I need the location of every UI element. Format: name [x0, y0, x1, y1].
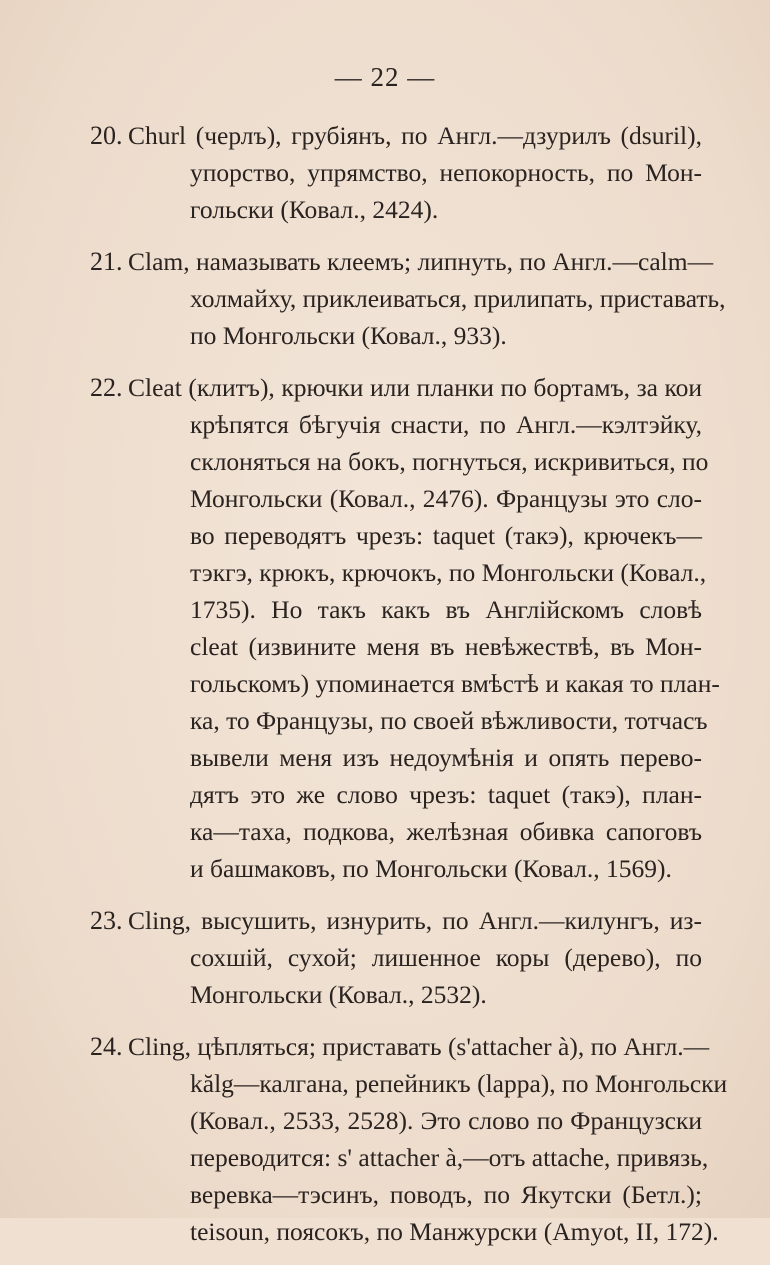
- entry-line: Clam, намазывать клеемъ; липнуть, по Англ.—calm—: [128, 247, 714, 276]
- entry-line: teisoun, поясокъ, по Манжурски (Amyot, II, 172).: [190, 1217, 719, 1246]
- entry-line: и башмаковъ, по Монгольски (Ковал., 1569).: [190, 854, 672, 883]
- entry-line: Cleat (клитъ), крючки или планки по бортамъ, за кои: [128, 373, 702, 402]
- entry-line: Cling, цѣпляться; приставать (s'attacher à), по Англ.—: [128, 1032, 710, 1061]
- entry-number: 21.: [90, 247, 123, 276]
- entry-number: 24.: [90, 1032, 123, 1061]
- entry-20: [0, 117, 770, 228]
- entry-line: тэкгэ, крюкъ, крючокъ, по Монгольски (Ковал.,: [190, 558, 707, 587]
- entry-24: [0, 1028, 770, 1250]
- entry-22: [0, 369, 770, 887]
- entry-text: [128, 902, 702, 1013]
- entry-line: по Монгольски (Ковал., 933).: [190, 321, 507, 350]
- entry-line: веревка—тэсинъ, поводъ, по Якутски (Бетл.);: [190, 1180, 702, 1209]
- entry-line: ка—таха, подкова, желѣзная обивка сапоговъ: [190, 817, 702, 846]
- entry-line: склоняться на бокъ, погнуться, искривиться, по: [190, 447, 709, 476]
- entry-line: крѣпятся бѣгучія снасти, по Англ.—кэлтэйку,: [190, 410, 702, 439]
- entry-21: [0, 243, 770, 354]
- entry-line: (Ковал., 2533, 2528). Это слово по Французски: [190, 1106, 702, 1135]
- entry-number: 23.: [90, 906, 123, 935]
- entry-line: cleat (извините меня въ невѣжествѣ, въ Мон-: [190, 632, 702, 661]
- entry-text: [128, 117, 702, 228]
- entry-number: 22.: [90, 373, 123, 402]
- entry-line: 1735). Но такъ какъ въ Англійскомъ словѣ: [190, 595, 702, 624]
- entry-line: во переводятъ чрезъ: taquet (такэ), крючекъ—: [190, 521, 702, 550]
- entry-line: Churl (черлъ), грубіянъ, по Англ.—дзурилъ (dsuril),: [128, 121, 702, 150]
- entry-line: сохшій, сухой; лишенное коры (дерево), по: [190, 943, 702, 972]
- entry-line: упорство, упрямство, непокорность, по Мон-: [190, 158, 702, 187]
- entry-line: гольски (Ковал., 2424).: [190, 195, 439, 224]
- entry-number: 20.: [90, 121, 123, 150]
- entry-line: переводится: s' attacher à,—отъ attache, привязь,: [190, 1143, 709, 1172]
- entry-line: дятъ это же слово чрезъ: taquet (такэ), план-: [190, 780, 702, 809]
- dictionary-entries: [0, 117, 770, 1265]
- entry-text: [128, 369, 720, 887]
- entry-line: холмайху, приклеиваться, прилипать, приставать,: [190, 284, 726, 313]
- entry-23: [0, 902, 770, 1013]
- page-number: — 22 —: [334, 62, 436, 92]
- entry-line: ка, то Французы, по своей вѣжливости, тотчасъ: [190, 706, 708, 735]
- entry-line: вывели меня изъ недоумѣнія и опять перево-: [190, 743, 702, 772]
- entry-line: Cling, высушить, изнурить, по Англ.—килунгъ, из-: [128, 906, 702, 935]
- entry-text: [128, 243, 726, 354]
- entry-line: гольскомъ) упоминается вмѣстѣ и какая то план-: [190, 669, 720, 698]
- entry-line: kălg—калгана, репейникъ (lappa), по Монгольски: [190, 1069, 728, 1098]
- entry-line: Монгольски (Ковал., 2532).: [190, 980, 487, 1009]
- entry-line: Монгольски (Ковал., 2476). Французы это сло-: [190, 484, 702, 513]
- entry-text: [128, 1028, 728, 1250]
